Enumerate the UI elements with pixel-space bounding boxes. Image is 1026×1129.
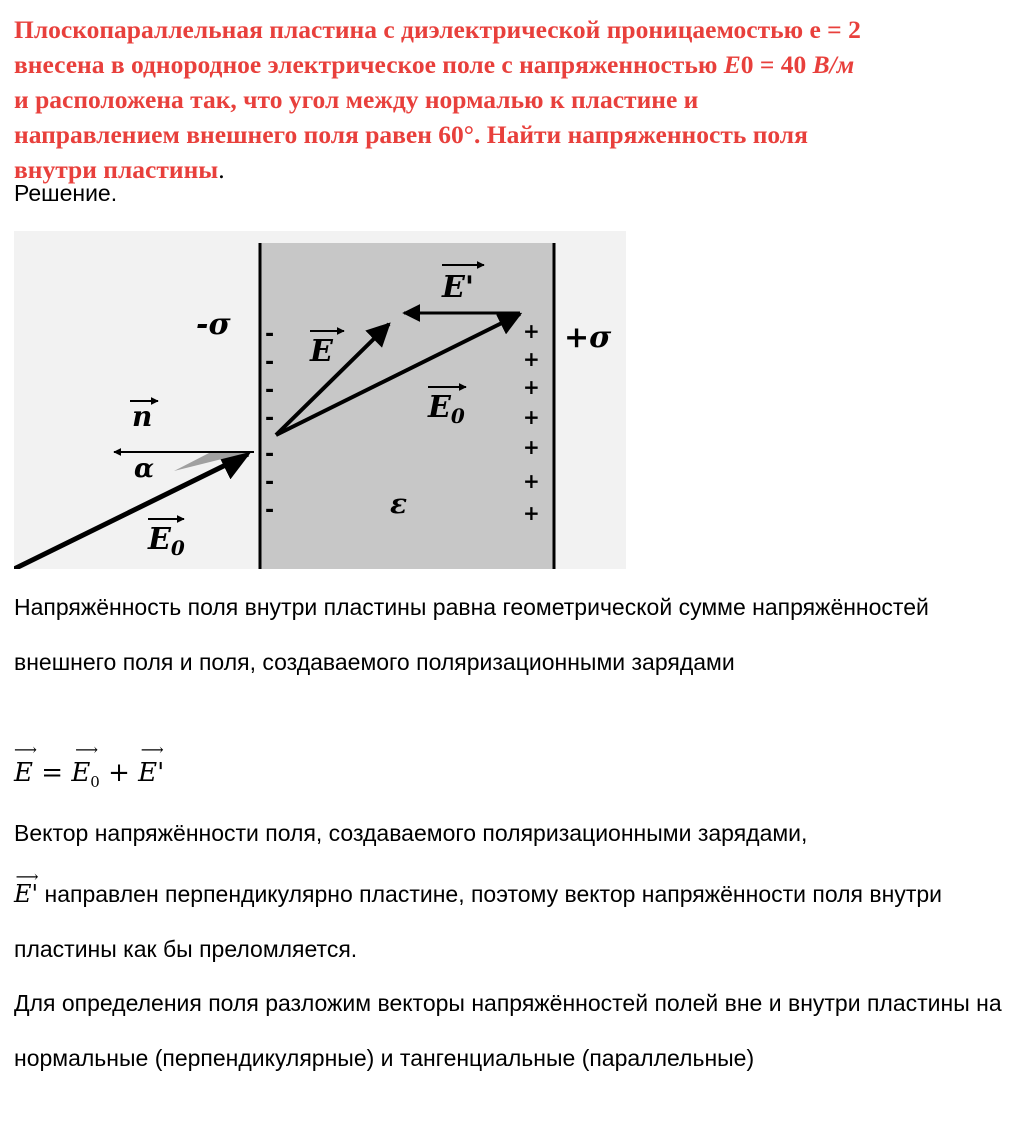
- svg-text:+: +: [523, 435, 540, 459]
- svg-text:-: -: [265, 470, 275, 495]
- negative-charges: [265, 322, 274, 523]
- svg-text:-: -: [265, 322, 275, 347]
- svg-text:-: -: [265, 406, 275, 431]
- n-label: n: [132, 400, 153, 433]
- paragraph-polarization-field: [14, 806, 1014, 977]
- svg-text:+: +: [523, 375, 540, 399]
- svg-text:+: +: [523, 405, 540, 429]
- svg-text:-: -: [265, 442, 275, 467]
- e-label: E: [310, 334, 333, 369]
- formula-e: ⟶ E: [14, 752, 33, 788]
- problem-line-5: внутри пластины: [14, 155, 219, 184]
- formula-e0: ⟶ $E_0$: [71, 752, 100, 791]
- svg-text:+: +: [523, 319, 540, 343]
- problem-unit: В/м: [812, 50, 855, 79]
- svg-text:-: -: [265, 350, 275, 375]
- e-prime-label: E': [442, 270, 475, 305]
- figure-dielectric-plate: [14, 231, 626, 569]
- inline-e-prime: ⟶ E': [14, 861, 38, 922]
- svg-text:+: +: [523, 501, 540, 525]
- paragraph-geometric-sum: Напряжённость поля внутри пластины равна геометрической сумме напряжённостей внешнего поля и поля, создаваемого поляризационными зарядами: [14, 594, 929, 675]
- formula-equals: =: [32, 758, 72, 788]
- problem-line-1: Плоскопараллельная пластина с диэлектрической проницаемостью е = 2: [14, 15, 861, 44]
- plus-sigma-label: +σ: [564, 320, 612, 355]
- minus-sigma-label: -σ: [196, 307, 231, 342]
- svg-text:+: +: [523, 469, 540, 493]
- problem-line-2a: внесена в однородное электрическое поле с напряженностью: [14, 50, 724, 79]
- problem-dot: .: [218, 155, 225, 184]
- epsilon-label: ε: [390, 487, 408, 520]
- problem-statement: [14, 12, 1014, 187]
- svg-text:-: -: [265, 378, 275, 403]
- problem-e0-symbol: E: [723, 50, 741, 79]
- problem-line-3: и расположена так, что угол между нормалью к пластине и: [14, 85, 699, 114]
- alpha-label: α: [134, 454, 155, 484]
- paragraph-polarization-line1: Вектор напряжённости поля, создаваемого поляризационными зарядами,: [14, 820, 808, 846]
- formula-e-prime: ⟶ E': [138, 752, 164, 788]
- solution-label: Решение.: [14, 180, 118, 206]
- formula-plus: +: [99, 758, 139, 788]
- e0-inside-label: $E_0$: [428, 390, 465, 428]
- vector-sum-formula: [14, 752, 164, 791]
- problem-line-2b: 0 = 40: [740, 50, 813, 79]
- svg-text:-: -: [265, 498, 275, 523]
- svg-text:+: +: [523, 347, 540, 371]
- e0-outside-label: $E_0$: [148, 522, 185, 560]
- paragraph-polarization-rest: направлен перпендикулярно пластине, поэтому вектор напряжённости поля внутри пластины как бы преломляется.: [14, 881, 942, 962]
- problem-line-4: направлением внешнего поля равен 60°. Найти напряженность поля: [14, 120, 808, 149]
- paragraph-decomposition: Для определения поля разложим векторы напряжённостей полей вне и внутри пластины на нормальные (перпендикулярные) и тангенциальные (параллельные): [14, 990, 1002, 1071]
